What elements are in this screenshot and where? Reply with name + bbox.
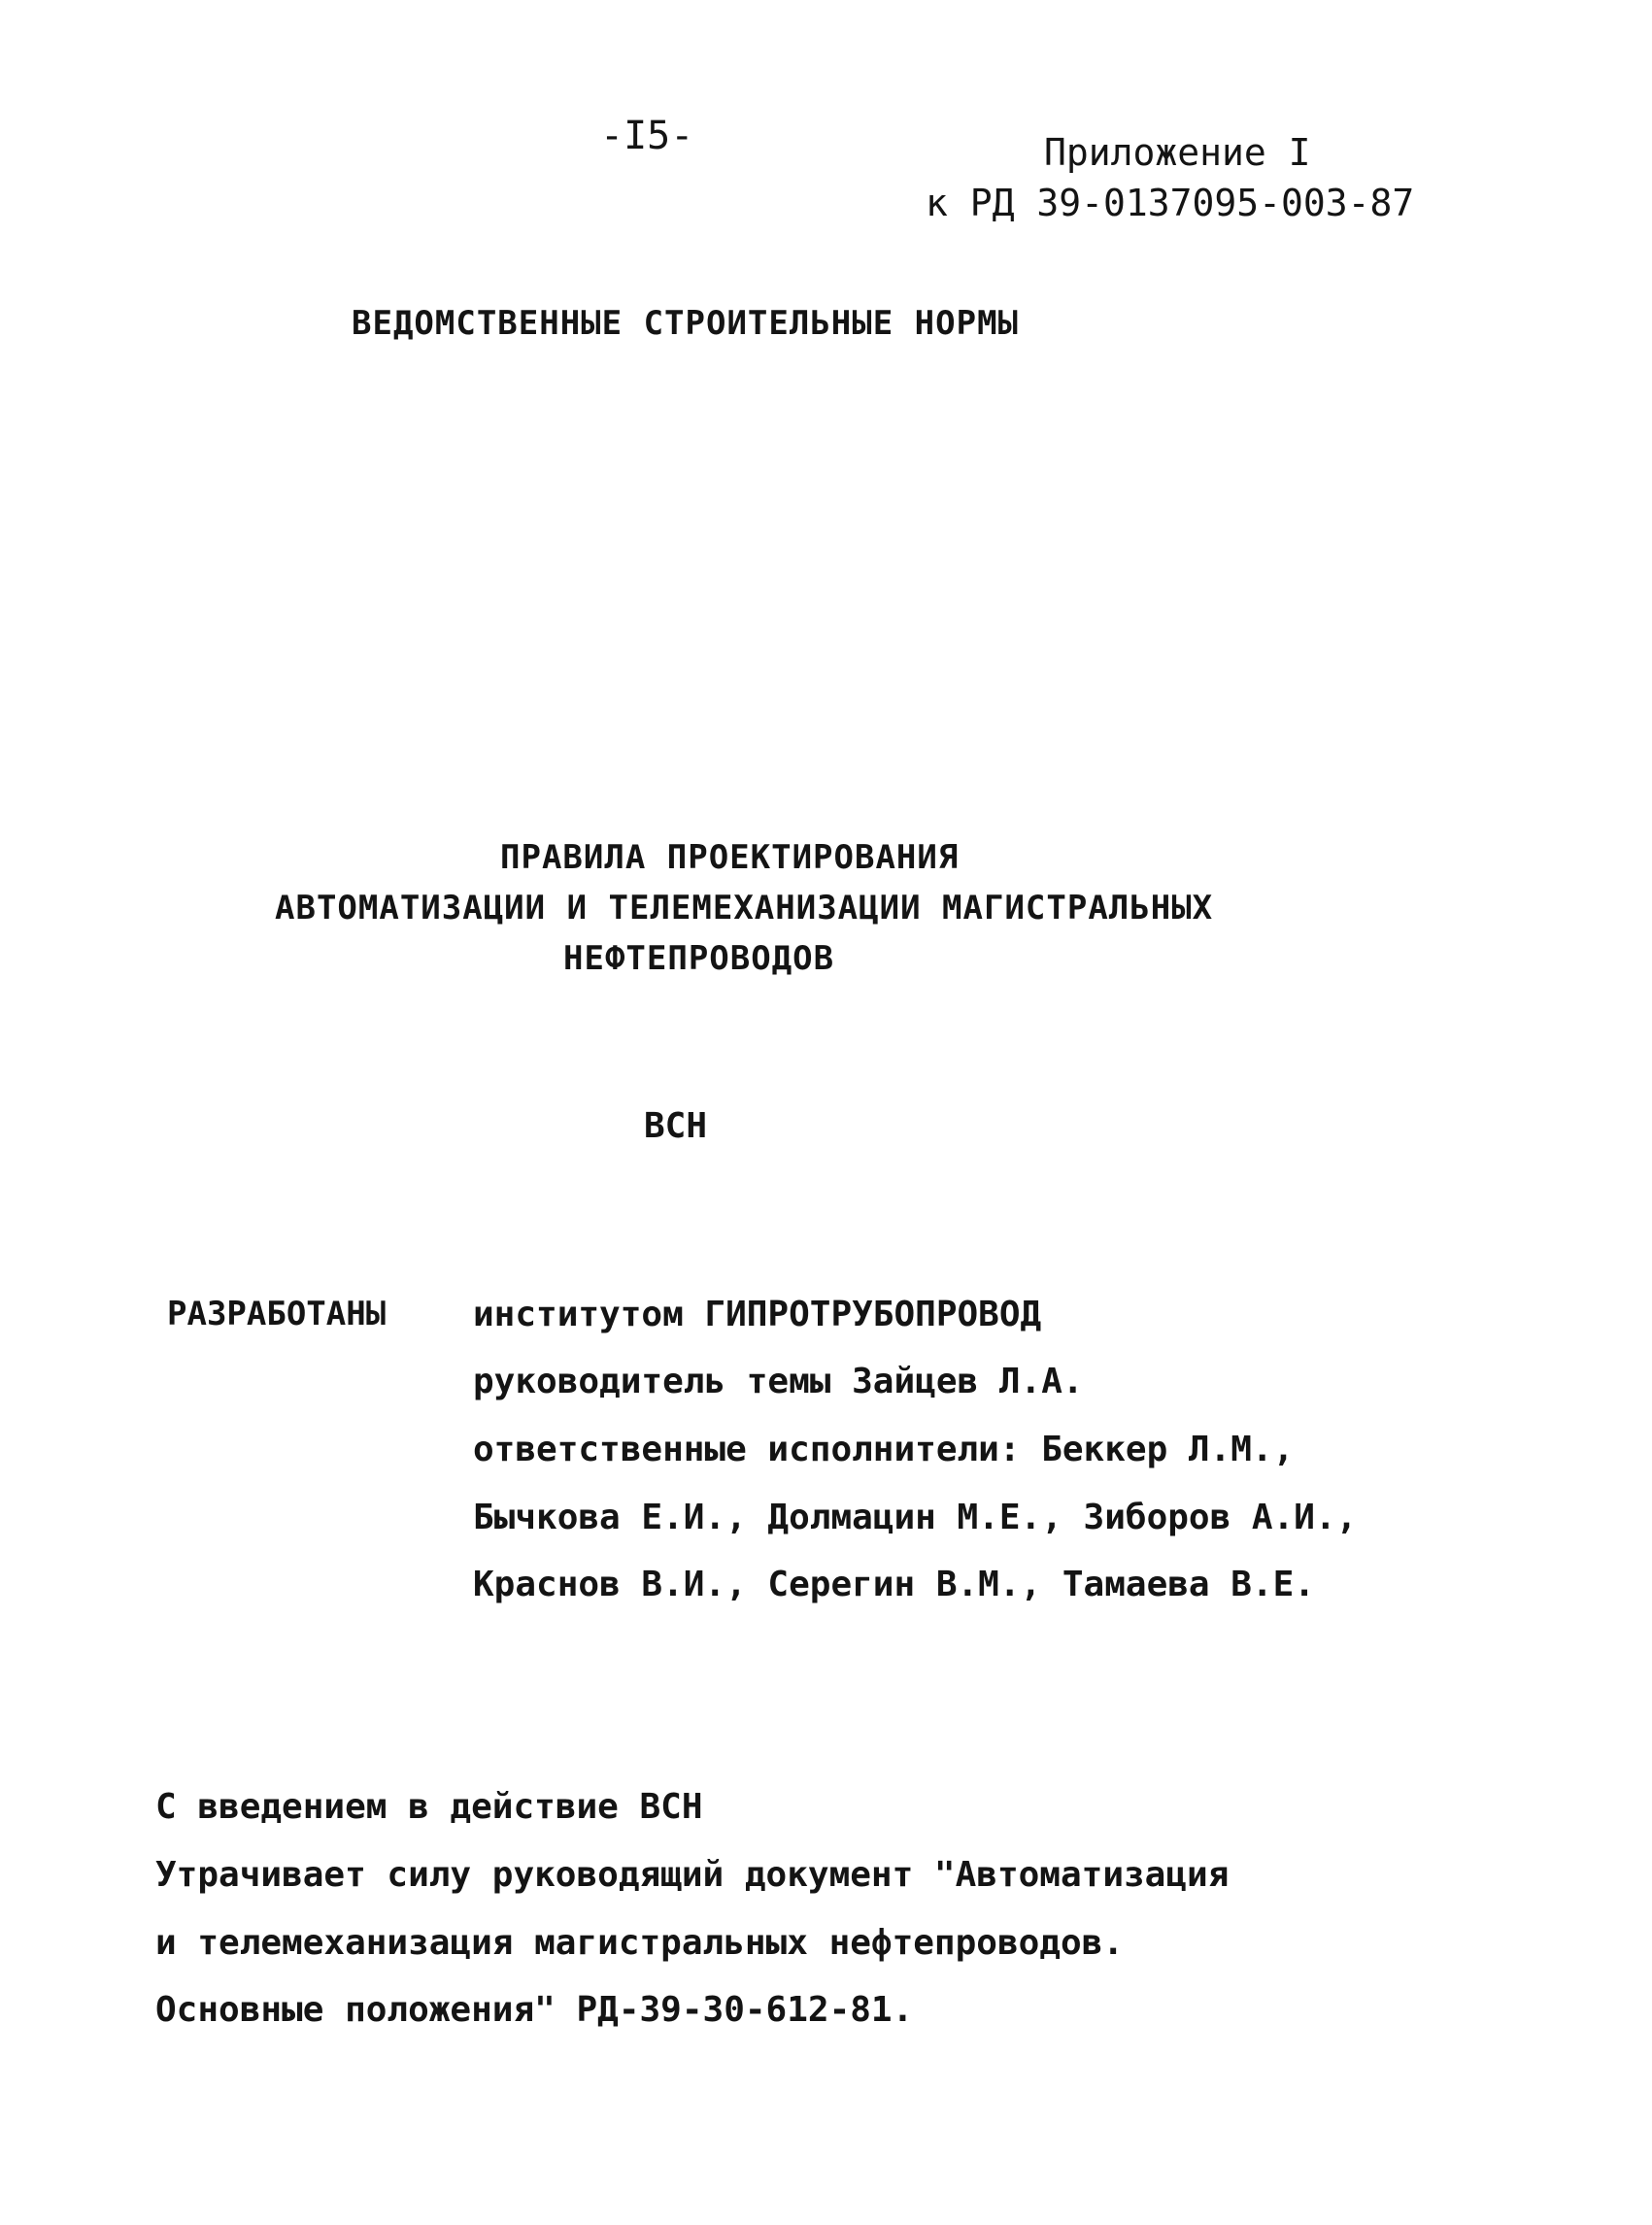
developer-line: ответственные исполнители: Беккер Л.М., [473, 1430, 1295, 1469]
developed-label: РАЗРАБОТАНЫ [167, 1295, 387, 1333]
note-line: Утрачивает силу руководящий документ "Автоматизация [155, 1855, 1230, 1895]
document-title-line-1: ПРАВИЛА ПРОЕКТИРОВАНИЯ [500, 838, 960, 877]
page-number: -I5- [600, 114, 694, 158]
document-title-line-3: НЕФТЕПРОВОДОВ [563, 939, 835, 978]
developer-line: Бычкова Е.И., Долмацин М.Е., Зиборов А.И., [473, 1498, 1358, 1537]
note-line: С введением в действие ВСН [155, 1787, 703, 1827]
appendix-document-reference: к РД 39-0137095-003-87 [926, 182, 1415, 224]
norms-header: ВЕДОМСТВЕННЫЕ СТРОИТЕЛЬНЫЕ НОРМЫ [352, 304, 1020, 343]
note-line: и телемеханизация магистральных нефтепроводов. [155, 1923, 1124, 1963]
document-title-line-2: АВТОМАТИЗАЦИИ И ТЕЛЕМЕХАНИЗАЦИИ МАГИСТРАЛЬНЫХ [275, 889, 1214, 927]
appendix-label: Приложение I [1044, 131, 1311, 174]
note-line: Основные положения" РД-39-30-612-81. [155, 1990, 914, 2030]
developer-line: Краснов В.И., Серегин В.М., Тамаева В.Е. [473, 1565, 1315, 1604]
developer-line: руководитель темы Зайцев Л.А. [473, 1362, 1084, 1401]
abbreviation: ВСН [644, 1106, 708, 1146]
developer-line: институтом ГИПРОТРУБОПРОВОД [473, 1295, 1042, 1334]
